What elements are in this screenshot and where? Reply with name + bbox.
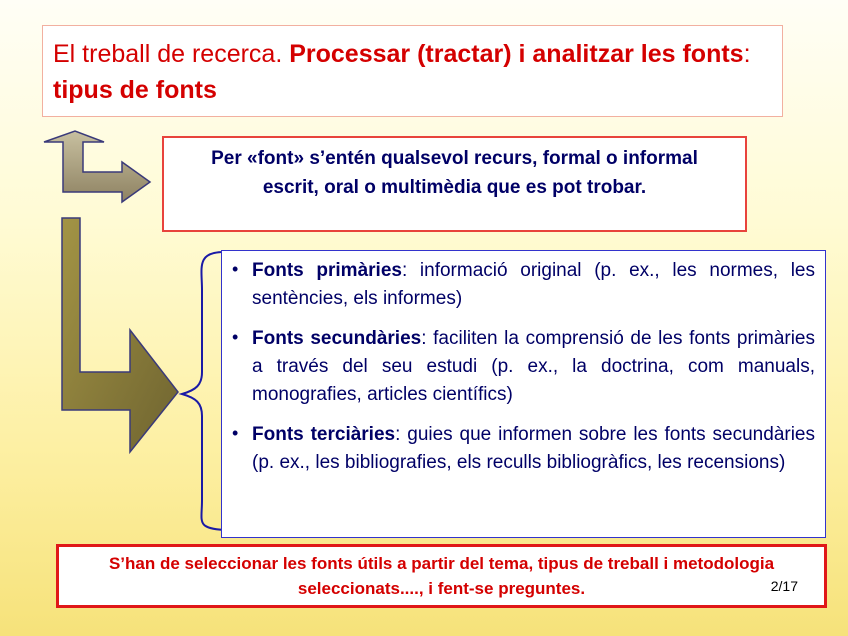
fonts-list	[221, 250, 826, 538]
list-item-tertiary-sources	[230, 421, 815, 477]
bullet-icon: •	[232, 327, 239, 347]
definition-text: Per «font» s’entén qualsevol recurs, formal o informal escrit, oral o multimèdia que es pot trobar.	[211, 148, 698, 198]
list-item-description: : guies que informen sobre les fonts secundàries (p. ex., les bibliografies, els reculls bibliogràfics, les recensions)	[252, 424, 815, 473]
list-item-secondary-sources	[230, 325, 815, 409]
up-right-arrow-icon	[44, 131, 150, 202]
title-plain: El treball de recerca.	[53, 40, 290, 68]
list-item-primary-sources	[230, 257, 815, 313]
bullet-icon: •	[232, 259, 239, 279]
down-right-arrow-icon	[62, 218, 178, 452]
curly-brace-icon	[182, 252, 224, 530]
slide-title	[42, 25, 783, 117]
conclusion-box	[56, 544, 827, 608]
definition-box	[162, 136, 747, 232]
title-bold-part1: Processar (tractar) i analitzar les fonts	[289, 40, 744, 68]
list-item-description: : faciliten la comprensió de les fonts primàries a través del seu estudi (p. ex., la doctrina, com manuals, monografies, articles científics)	[252, 328, 816, 405]
list-item-term: Fonts secundàries	[252, 328, 422, 349]
list-item-term: Fonts primàries	[252, 260, 402, 281]
title-bold-part2: tipus de fonts	[53, 76, 217, 104]
list-item-description: : informació original (p. ex., les normes, les sentències, els informes)	[252, 260, 815, 309]
page-number: 2/17	[770, 578, 798, 594]
list-item-term: Fonts terciàries	[252, 424, 396, 445]
conclusion-text: S’han de seleccionar les fonts útils a partir del tema, tipus de treball i metodologia seleccionats...., i fent-se preguntes.	[108, 554, 775, 598]
bullet-icon: •	[232, 423, 239, 443]
title-colon: :	[743, 40, 751, 68]
